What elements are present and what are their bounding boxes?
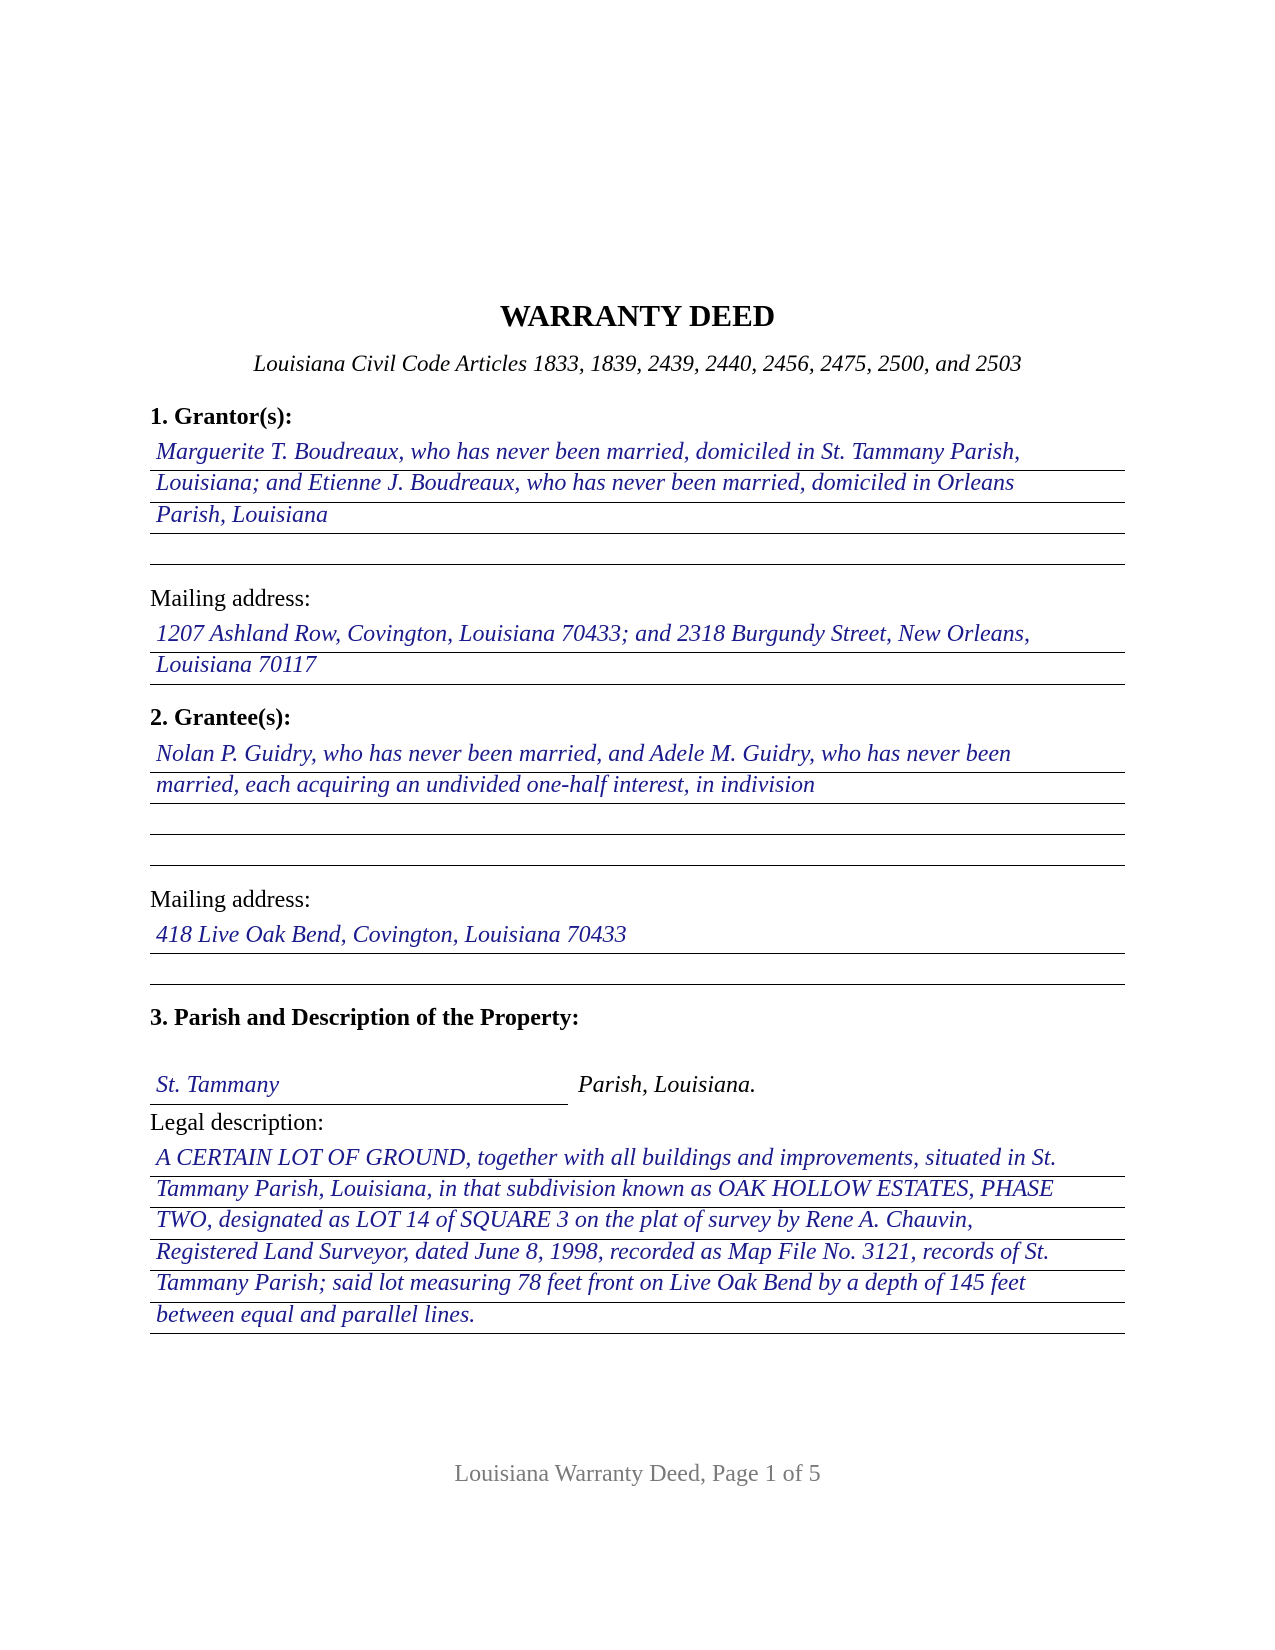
legal-line-5[interactable]: Tammany Parish; said lot measuring 78 feet front on Live Oak Bend by a depth of 145 feet [156,1270,1026,1296]
legal-line-4[interactable]: Registered Land Surveyor, dated June 8, 1998, recorded as Map File No. 3121, records of St. [156,1239,1050,1265]
parish-suffix-label: Parish, Louisiana. [578,1072,757,1098]
property-heading: 3. Parish and Description of the Property: [150,1005,580,1031]
legal-line-2[interactable]: Tammany Parish, Louisiana, in that subdivision known as OAK HOLLOW ESTATES, PHASE [156,1176,1054,1202]
grantor-mailing-line-1[interactable]: 1207 Ashland Row, Covington, Louisiana 70433; and 2318 Burgundy Street, New Orleans, [156,621,1030,647]
grantee-line-2[interactable]: married, each acquiring an undivided one-half interest, in indivision [156,772,816,798]
grantee-line-1[interactable]: Nolan P. Guidry, who has never been married, and Adele M. Guidry, who has never been [156,741,1011,767]
grantor-mailing-rule-2 [150,684,1125,685]
grantor-rule-4 [150,564,1125,565]
grantor-line-1[interactable]: Marguerite T. Boudreaux, who has never been married, domiciled in St. Tammany Parish, [156,439,1021,465]
grantee-heading: 2. Grantee(s): [150,705,292,731]
grantee-rule-4 [150,865,1125,866]
parish-rule [150,1104,568,1105]
grantor-mailing-line-2[interactable]: Louisiana 70117 [156,652,317,678]
parish-field[interactable]: St. Tammany [156,1072,280,1098]
grantor-heading: 1. Grantor(s): [150,404,293,430]
grantor-line-2[interactable]: Louisiana; and Etienne J. Boudreaux, who has never been married, domiciled in Orleans [156,470,1015,496]
grantee-mailing-rule-2 [150,984,1125,985]
legal-line-6[interactable]: between equal and parallel lines. [156,1302,476,1328]
legal-line-1[interactable]: A CERTAIN LOT OF GROUND, together with all buildings and improvements, situated in St. [156,1145,1057,1171]
grantor-line-3[interactable]: Parish, Louisiana [156,502,329,528]
grantee-mailing-rule-1 [150,953,1125,954]
legal-description-label: Legal description: [150,1110,324,1136]
grantor-mailing-label: Mailing address: [150,586,311,612]
legal-rule-6 [150,1333,1125,1334]
document-subtitle: Louisiana Civil Code Articles 1833, 1839, 2439, 2440, 2456, 2475, 2500, and 2503 [253,351,1022,376]
legal-line-3[interactable]: TWO, designated as LOT 14 of SQUARE 3 on the plat of survey by Rene A. Chauvin, [156,1207,974,1233]
grantee-mailing-label: Mailing address: [150,887,311,913]
page-footer: Louisiana Warranty Deed, Page 1 of 5 [454,1461,821,1487]
grantee-rule-2 [150,803,1125,804]
grantee-mailing-line-1[interactable]: 418 Live Oak Bend, Covington, Louisiana 70433 [156,922,627,948]
grantee-rule-3 [150,834,1125,835]
grantor-rule-3 [150,533,1125,534]
document-title: WARRANTY DEED [499,298,776,333]
